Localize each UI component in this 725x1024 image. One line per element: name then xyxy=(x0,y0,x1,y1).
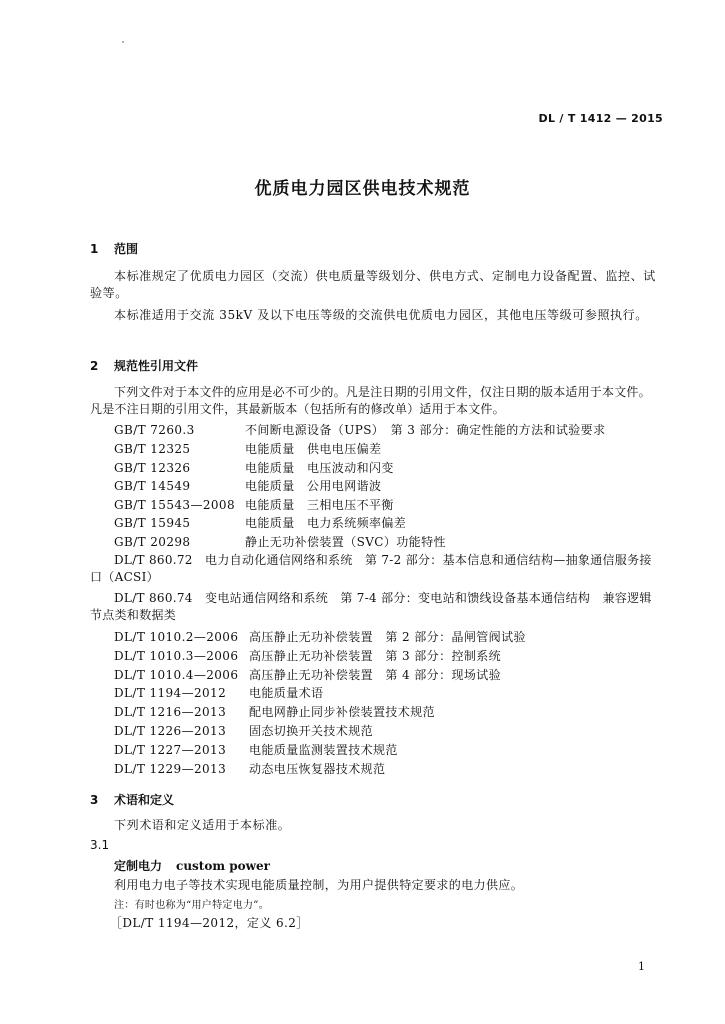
reference-item xyxy=(114,703,435,720)
reference-code: GB/T 14549 xyxy=(114,479,191,493)
section-title: 术语和定义 xyxy=(114,793,175,807)
reference-code: GB/T 15543—2008 xyxy=(114,498,235,512)
reference-item xyxy=(114,722,373,739)
section-number: 1 xyxy=(90,242,99,256)
term-source: ［DL/T 1194—2012，定义 6.2］ xyxy=(110,916,309,930)
reference-code: DL/T 1227—2013 xyxy=(114,743,227,757)
reference-code: DL/T 1229—2013 xyxy=(114,762,227,776)
reference-title: 高压静止无功补偿装置 第 2 部分：晶闸管阀试验 xyxy=(249,630,526,644)
reference-title: 电能质量 公用电网谐波 xyxy=(245,479,382,493)
section-title: 规范性引用文件 xyxy=(114,359,199,373)
reference-item xyxy=(114,440,381,457)
reference-code: GB/T 20298 xyxy=(114,535,191,549)
section-number: 3 xyxy=(90,793,99,807)
reference-item xyxy=(114,477,381,494)
paragraph: 本标准适用于交流 35kV 及以下电压等级的交流供电优质电力园区，其他电压等级可参照执行。 xyxy=(114,308,648,322)
reference-title: 动态电压恢复器技术规范 xyxy=(249,762,386,776)
term-definition: 利用电力电子等技术实现电能质量控制，为用户提供特定要求的电力供应。 xyxy=(114,878,524,892)
reference-code: DL/T 1010.2—2006 xyxy=(114,630,239,644)
reference-code: DL/T 1194—2012 xyxy=(114,686,227,700)
paragraph: 本标准规定了优质电力园区（交流）供电质量等级划分、供电方式、定制电力设备配置、监控、试验等。 xyxy=(90,269,656,300)
reference-item xyxy=(114,421,605,438)
reference-title: 高压静止无功补偿装置 第 4 部分：现场试验 xyxy=(249,668,502,682)
section-number: 2 xyxy=(90,359,99,373)
reference-code: DL/T 1226—2013 xyxy=(114,724,227,738)
term-note: 注：有时也称为“用户特定电力”。 xyxy=(114,900,270,911)
reference-item xyxy=(114,496,394,513)
reference-code: DL/T 1010.3—2006 xyxy=(114,649,239,663)
reference-title: 固态切换开关技术规范 xyxy=(249,724,374,738)
reference-title: 电能质量 供电电压偏差 xyxy=(245,442,382,456)
reference-item xyxy=(114,741,398,758)
page-number: 1 xyxy=(638,960,645,973)
term-english: custom power xyxy=(176,859,270,873)
reference-item xyxy=(114,684,323,701)
reference-item xyxy=(114,533,446,550)
paragraph: 下列术语和定义适用于本标准。 xyxy=(114,818,291,832)
reference-code: GB/T 12325 xyxy=(114,442,191,456)
term-chinese: 定制电力 xyxy=(114,859,163,873)
reference-title: 电能质量监测装置技术规范 xyxy=(249,743,398,757)
paragraph: 下列文件对于本文件的应用是必不可少的。凡是注日期的引用文件，仅注日期的版本适用于本文件。凡是不注日期的引用文件，其最新版本（包括所有的修改单）适用于本文件。 xyxy=(90,385,651,416)
reference-item-long: DL/T 860.74 变电站通信网络和系统 第 7-4 部分：变电站和馈线设备基本通信结构 兼容逻辑节点类和数据类 xyxy=(90,591,652,622)
standard-number: DL / T 1412 — 2015 xyxy=(538,112,663,125)
section-title: 范围 xyxy=(114,242,139,256)
section-1-heading xyxy=(90,240,138,257)
reference-code: GB/T 15945 xyxy=(114,516,191,530)
reference-code: DL/T 1216—2013 xyxy=(114,705,227,719)
document-title: 优质电力园区供电技术规范 xyxy=(254,179,471,199)
reference-title: 不间断电源设备（UPS） 第 3 部分：确定性能的方法和试验要求 xyxy=(245,423,606,437)
reference-code: DL/T 1010.4—2006 xyxy=(114,668,239,682)
section-2-heading xyxy=(90,357,198,374)
term-entry xyxy=(114,857,270,874)
reference-item xyxy=(114,647,501,664)
reference-item xyxy=(114,666,501,683)
reference-item xyxy=(114,459,394,476)
reference-code: GB/T 7260.3 xyxy=(114,423,195,437)
reference-title: 电能质量 电压波动和闪变 xyxy=(245,461,394,475)
section-3-heading xyxy=(90,791,174,808)
reference-title: 电能质量 三相电压不平衡 xyxy=(245,498,394,512)
reference-title: 配电网静止同步补偿装置技术规范 xyxy=(249,705,436,719)
term-number: 3.1 xyxy=(90,838,110,852)
reference-item-long: DL/T 860.72 电力自动化通信网络和系统 第 7-2 部分：基本信息和通信结构—抽象通信服务接口（ACSI） xyxy=(90,553,652,584)
reference-item xyxy=(114,514,406,531)
reference-title: 电能质量 电力系统频率偏差 xyxy=(245,516,407,530)
reference-title: 高压静止无功补偿装置 第 3 部分：控制系统 xyxy=(249,649,502,663)
reference-title: 静止无功补偿装置（SVC）功能特性 xyxy=(245,535,446,549)
scan-speck xyxy=(122,41,124,43)
reference-code: GB/T 12326 xyxy=(114,461,191,475)
reference-item xyxy=(114,760,385,777)
reference-item xyxy=(114,628,526,645)
reference-title: 电能质量术语 xyxy=(249,686,324,700)
